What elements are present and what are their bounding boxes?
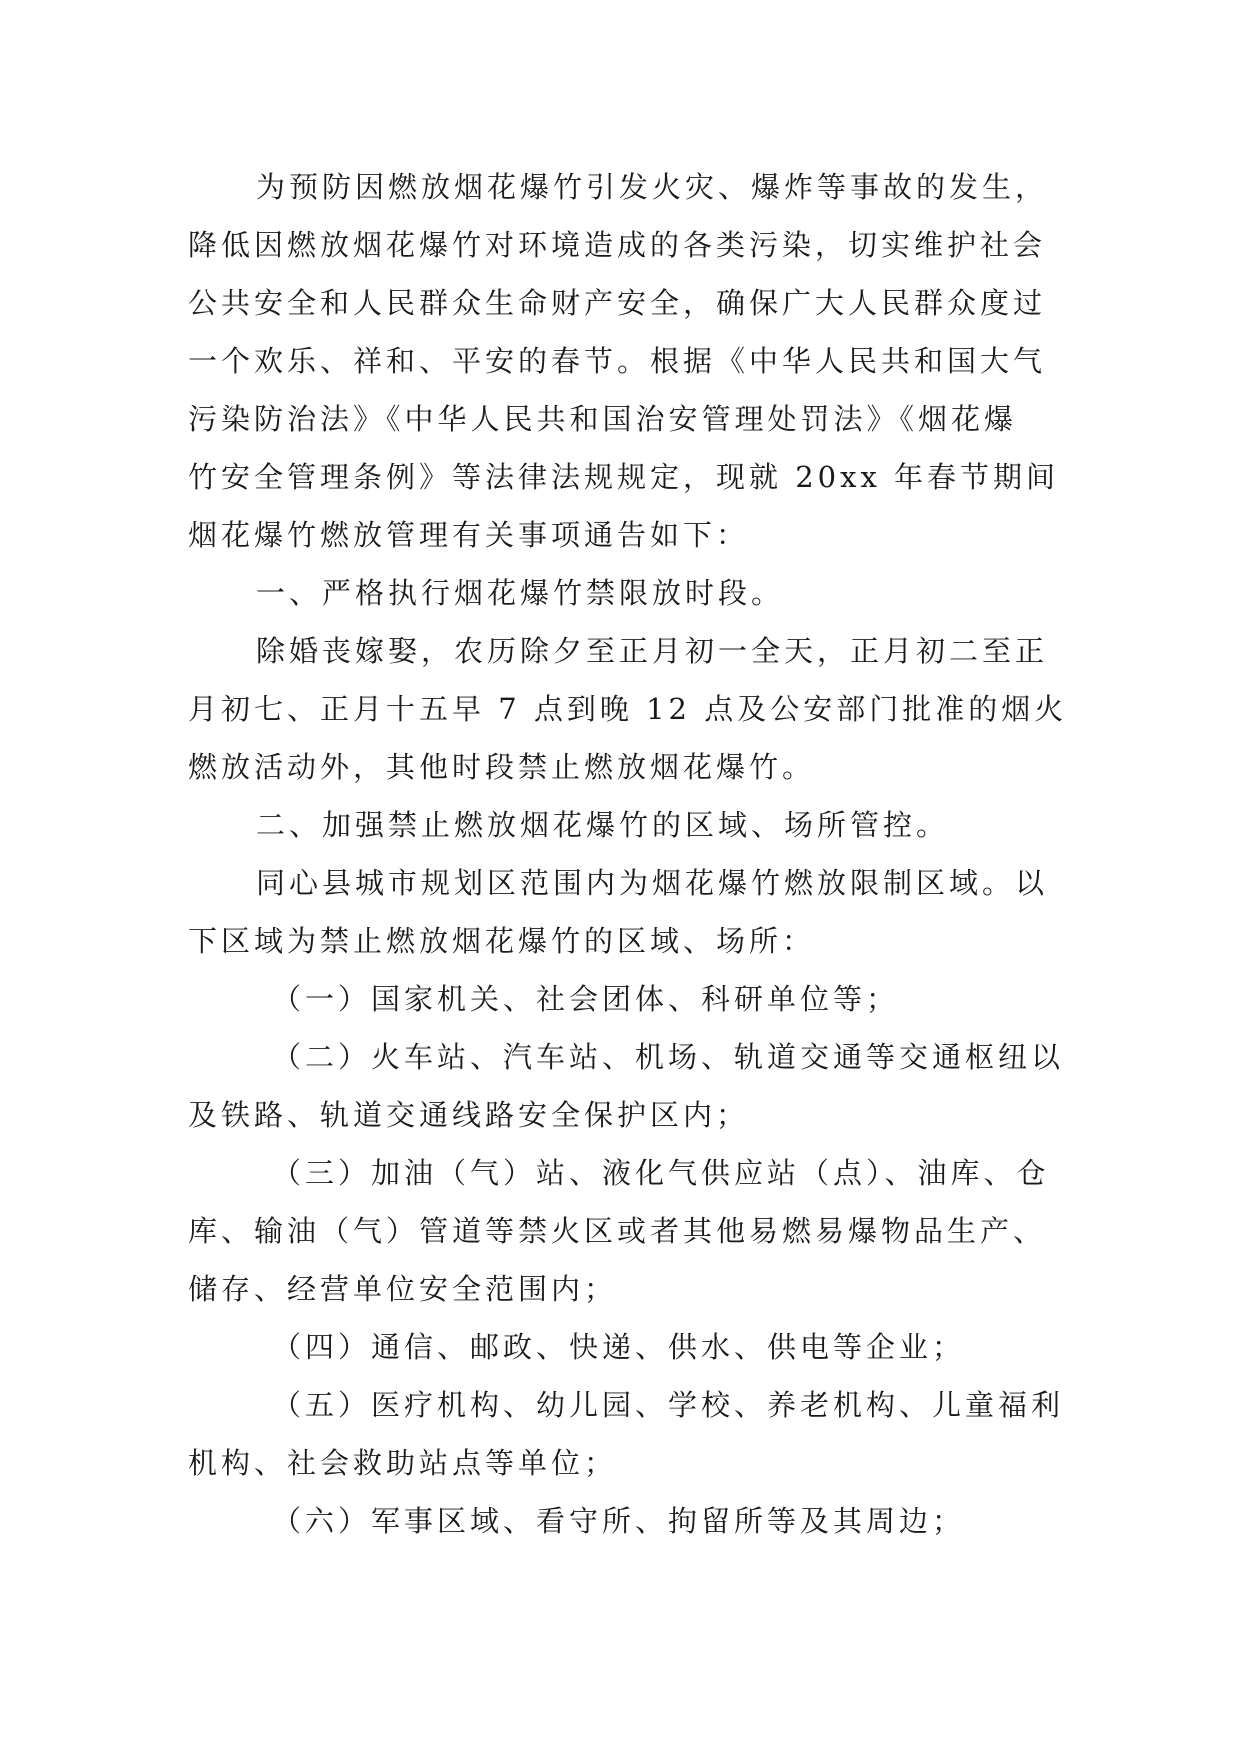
document-body xyxy=(188,158,1068,1550)
paragraph-line-time: 燃放活动外，其他时段禁止燃放烟花爆竹。 xyxy=(188,750,816,784)
paragraph-line-intro: 烟花爆竹燃放管理有关事项通告如下： xyxy=(188,518,750,552)
paragraph-line-intro: 降低因燃放烟花爆竹对环境造成的各类污染，切实维护社会 xyxy=(188,228,1047,262)
list-item-6: （六）军事区域、看守所、拘留所等及其周边； xyxy=(272,1504,966,1538)
section-heading-2: 二、加强禁止燃放烟花爆竹的区域、场所管控。 xyxy=(256,808,950,842)
list-item-5: （五）医疗机构、幼儿园、学校、养老机构、儿童福利 xyxy=(272,1388,1065,1422)
list-item-3: （三）加油（气）站、液化气供应站（点）、油库、仓 xyxy=(272,1156,1050,1190)
paragraph-line-intro: 一个欢乐、祥和、平安的春节。根据《中华人民共和国大气 xyxy=(188,344,1047,378)
paragraph-line-intro: 污染防治法》《中华人民共和国治安管理处罚法》《烟花爆 xyxy=(188,402,1018,436)
list-item-2: （二）火车站、汽车站、机场、轨道交通等交通枢纽以 xyxy=(272,1040,1065,1074)
list-item-1: （一）国家机关、社会团体、科研单位等； xyxy=(272,982,900,1016)
paragraph-line-area: 同心县城市规划区范围内为烟花爆竹燃放限制区域。以 xyxy=(256,866,1049,900)
section-heading-1: 一、严格执行烟花爆竹禁限放时段。 xyxy=(256,576,785,610)
paragraph-line-time: 月初七、正月十五早 7 点到晚 12 点及公安部门批准的烟火 xyxy=(188,692,1068,726)
paragraph-line-intro: 竹安全管理条例》等法律法规规定，现就 20xx 年春节期间 xyxy=(188,460,1060,494)
list-item-3-cont: 库、输油（气）管道等禁火区或者其他易燃易爆物品生产、 xyxy=(188,1214,1047,1248)
list-item-2-cont: 及铁路、轨道交通线路安全保护区内； xyxy=(188,1098,750,1132)
paragraph-line-time: 除婚丧嫁娶，农历除夕至正月初一全天，正月初二至正 xyxy=(256,634,1049,668)
list-item-4: （四）通信、邮政、快递、供水、供电等企业； xyxy=(272,1330,966,1364)
paragraph-line-area: 下区域为禁止燃放烟花爆竹的区域、场所： xyxy=(188,924,816,958)
paragraph-line-intro: 公共安全和人民群众生命财产安全，确保广大人民群众度过 xyxy=(188,286,1047,320)
paragraph-line-intro: 为预防因燃放烟花爆竹引发火灾、爆炸等事故的发生， xyxy=(256,170,1049,204)
list-item-5-cont: 机构、社会救助站点等单位； xyxy=(188,1446,618,1480)
list-item-3-cont: 储存、经营单位安全范围内； xyxy=(188,1272,618,1306)
